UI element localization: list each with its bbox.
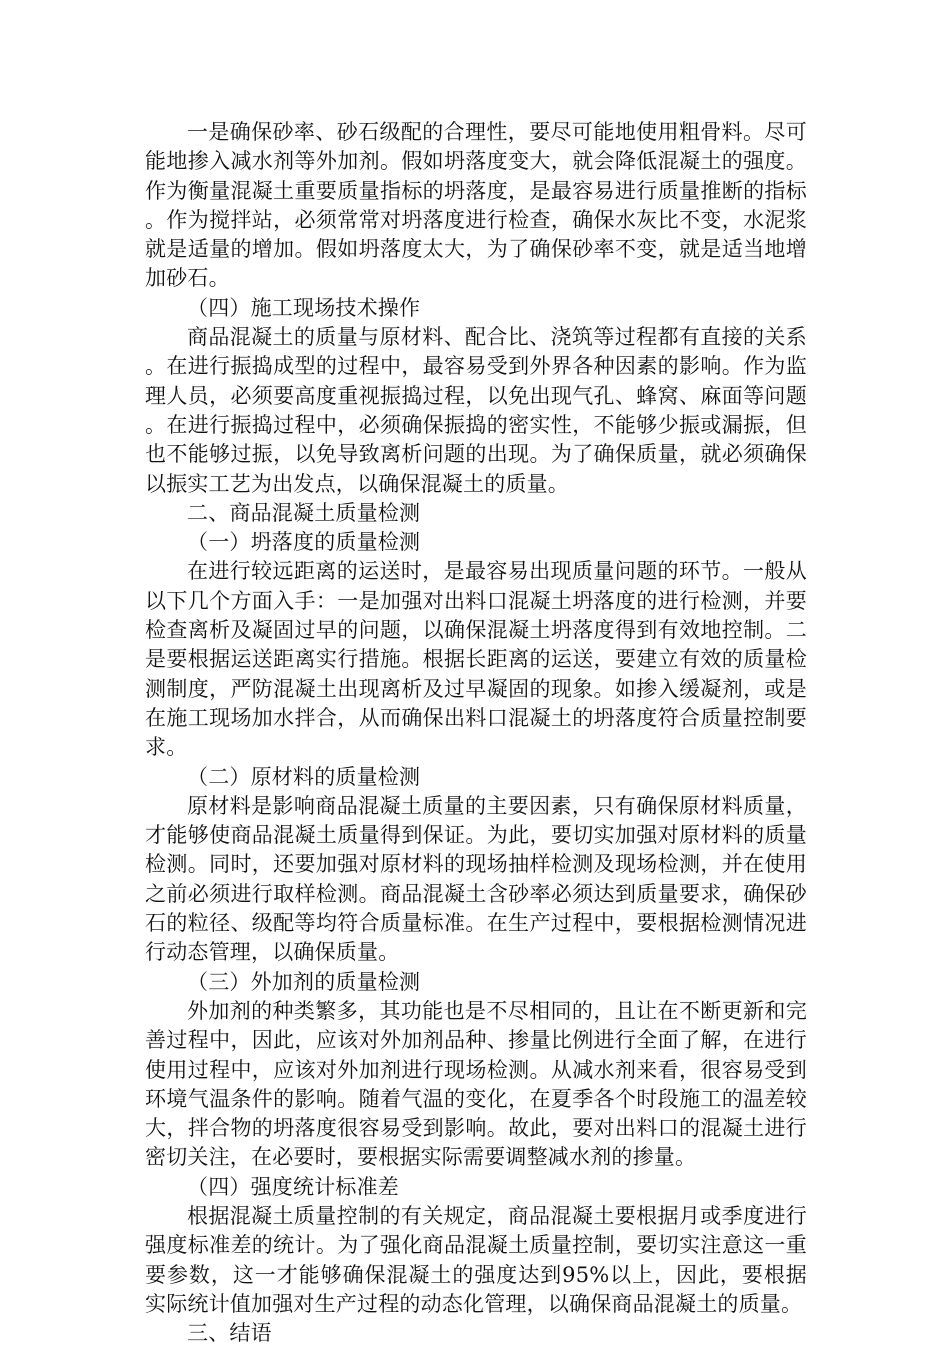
section-heading: 三、结语	[187, 1321, 272, 1346]
subsection-heading: （四）强度统计标准差	[187, 1174, 399, 1199]
body-paragraph: 外加剂的种类繁多，其功能也是不尽相同的，且让在不断更新和完善过程中，因此，应该对外加剂品种、掺量比例进行全面了解，在进行使用过程中，应该对外加剂进行现场检测。从减水剂来看，很容易受到环境气温条件的影响。随着气温的变化，在夏季各个时段施工的温差较大，拌合物的坍落度很容易受到影响。故此，要对出料口的混凝土进行密切关注，在必要时，要根据实际需要调整减水剂的掺量。	[145, 998, 807, 1170]
subsection-heading: （二）原材料的质量检测	[187, 764, 421, 789]
document-body	[145, 118, 807, 1348]
body-paragraph: 在进行较远距离的运送时，是最容易出现质量问题的环节。一般从以下几个方面入手：一是加强对出料口混凝土坍落度的进行检测，并要检查离析及凝固过早的问题，以确保混凝土坍落度得到有效地控制。二是要根据运送距离实行措施。根据长距离的运送，要建立有效的质量检测制度，严防混凝土出现离析及过早凝固的现象。如掺入缓凝剂，或是在施工现场加水拌合，从而确保出料口混凝土的坍落度符合质量控制要求。	[145, 559, 807, 760]
body-paragraph: 原材料是影响商品混凝土质量的主要因素，只有确保原材料质量，才能够使商品混凝土质量得到保证。为此，要切实加强对原材料的质量检测。同时，还要加强对原材料的现场抽样检测及现场检测，并在使用之前必须进行取样检测。商品混凝土含砂率必须达到质量要求，确保砂石的粒径、级配等均符合质量标准。在生产过程中，要根据检测情况进行动态管理，以确保质量。	[145, 793, 807, 965]
subsection-heading: （三）外加剂的质量检测	[187, 969, 421, 994]
subsection-heading: （一）坍落度的质量检测	[187, 530, 421, 555]
body-paragraph: 根据混凝土质量控制的有关规定，商品混凝土要根据月或季度进行强度标准差的统计。为了强化商品混凝土质量控制，要切实注意这一重要参数，这一才能够确保混凝土的强度达到95%以上，因此，要根据实际统计值加强对生产过程的动态化管理，以确保商品混凝土的质量。	[145, 1203, 807, 1316]
section-heading: 二、商品混凝土质量检测	[187, 500, 421, 525]
body-paragraph: 一是确保砂率、砂石级配的合理性，要尽可能地使用粗骨料。尽可能地掺入减水剂等外加剂。假如坍落度变大，就会降低混凝土的强度。作为衡量混凝土重要质量指标的坍落度，是最容易进行质量推断的指标。作为搅拌站，必须常常对坍落度进行检查，确保水灰比不变，水泥浆就是适量的增加。假如坍落度太大，为了确保砂率不变，就是适当地增加砂石。	[145, 120, 807, 291]
body-paragraph: 商品混凝土的质量与原材料、配合比、浇筑等过程都有直接的关系。在进行振捣成型的过程中，最容易受到外界各种因素的影响。作为监理人员，必须要高度重视振捣过程，以免出现气孔、蜂窝、麻面等问题。在进行振捣过程中，必须确保振捣的密实性，不能够少振或漏振，但也不能够过振，以免导致离析问题的出现。为了确保质量，就必须确保以振实工艺为出发点，以确保混凝土的质量。	[145, 325, 807, 496]
section-heading: （四）施工现场技术操作	[187, 295, 421, 320]
